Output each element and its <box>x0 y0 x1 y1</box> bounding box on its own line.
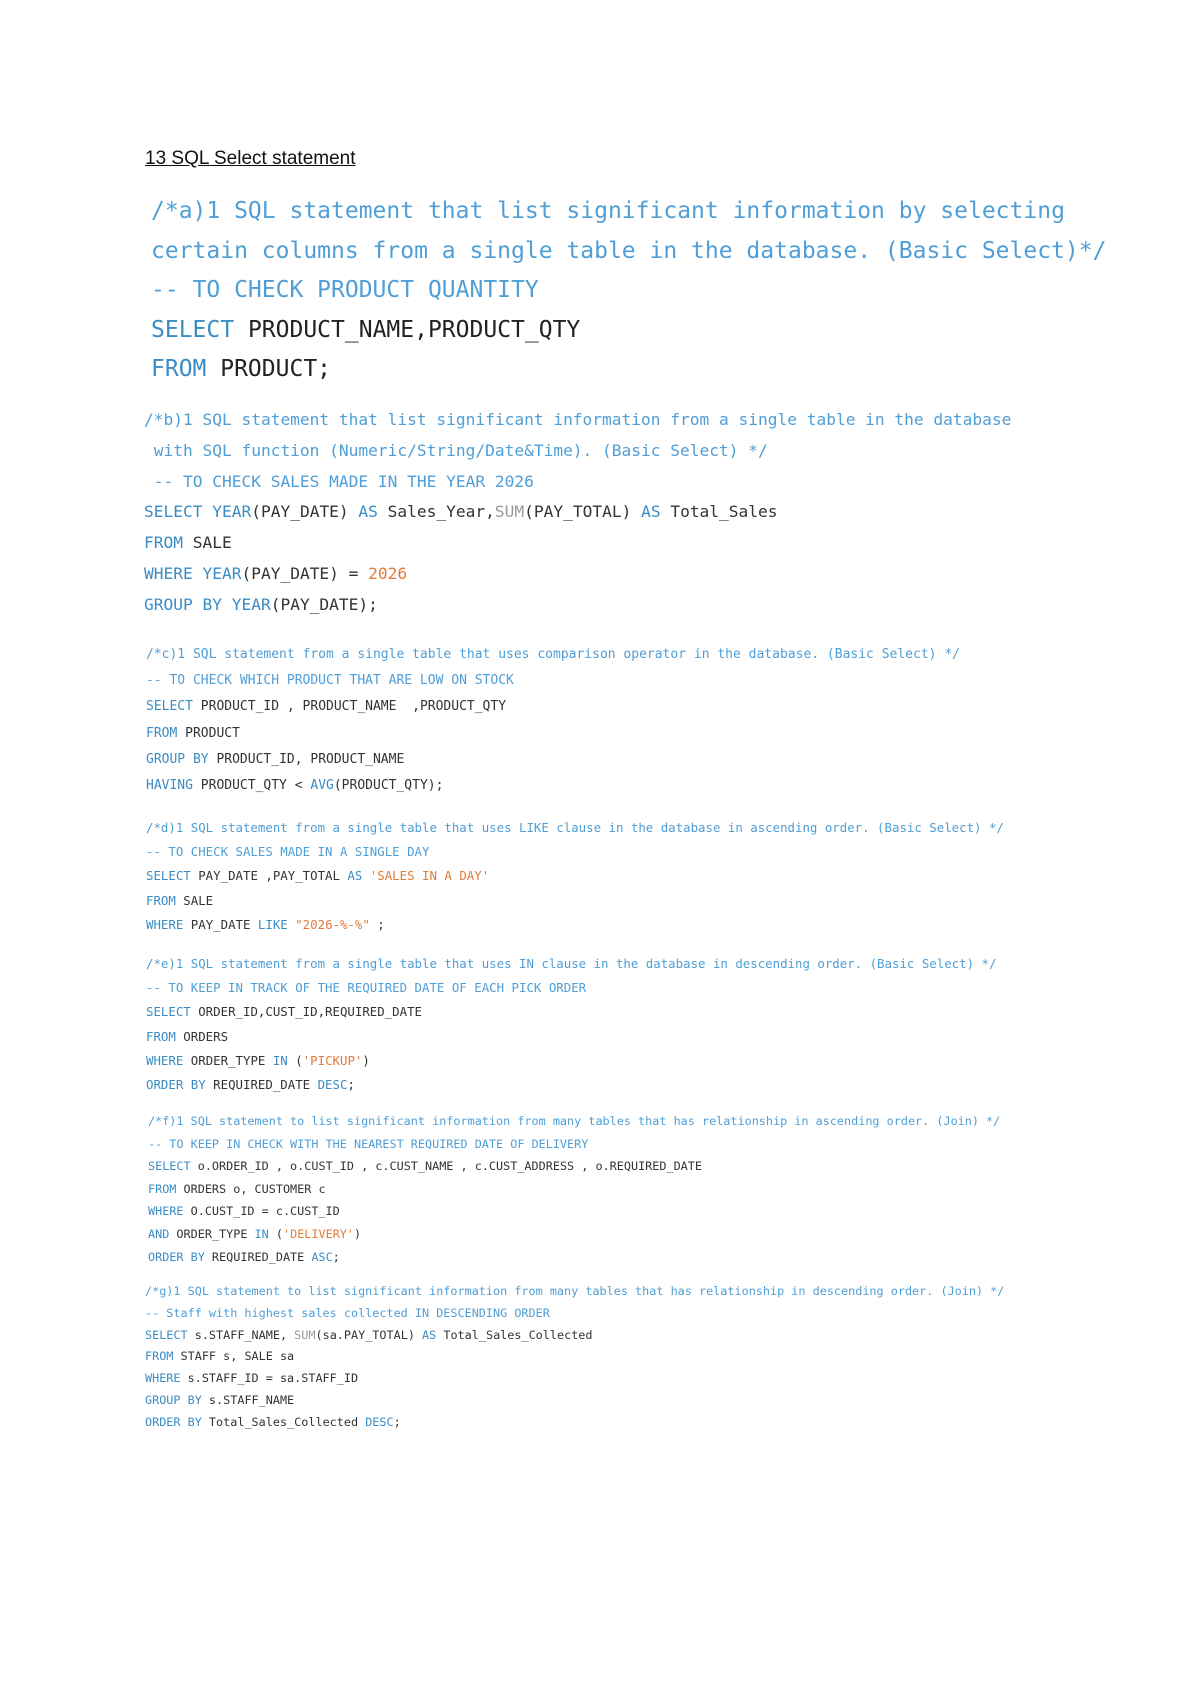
string-literal: "2026-%-%" <box>287 916 370 932</box>
code-text: ORDER_TYPE <box>169 1226 255 1241</box>
function: YEAR <box>221 594 271 614</box>
keyword: HAVING <box>146 778 193 794</box>
code-text: SALE <box>175 892 214 908</box>
keyword: SELECT <box>145 1327 188 1342</box>
code-line <box>146 1049 996 1073</box>
code-line <box>145 1390 1004 1412</box>
comment-line: /*a)1 SQL statement that list significant information by selecting <box>151 198 1065 224</box>
keyword: SELECT <box>146 699 193 715</box>
keyword: FROM <box>151 356 207 382</box>
code-line <box>146 721 960 747</box>
code-text: PAY_DATE <box>183 916 258 932</box>
code-text: ORDER_TYPE <box>183 1052 273 1068</box>
function: SUM <box>494 502 525 522</box>
code-line <box>146 913 1004 937</box>
sql-block-b <box>144 405 1011 621</box>
code-line <box>145 1412 1004 1434</box>
sql-block-a <box>151 192 1106 390</box>
code-text: Total_Sales_Collected <box>436 1327 593 1342</box>
code-line <box>151 311 1106 351</box>
code-line <box>146 747 960 773</box>
code-text: s.STAFF_NAME <box>201 1392 295 1407</box>
keyword: SELECT <box>148 1159 191 1174</box>
function: YEAR <box>192 563 242 583</box>
code-text: ORDER_ID,CUST_ID,REQUIRED_DATE <box>190 1004 423 1020</box>
keyword: FROM <box>146 1028 176 1044</box>
code-text: (PAY_DATE) = <box>241 563 369 583</box>
code-line <box>146 1025 996 1049</box>
keyword: IN <box>272 1052 288 1068</box>
code-text: s.STAFF_ID = sa.STAFF_ID <box>180 1371 359 1386</box>
comment-line: -- Staff with highest sales collected IN DESCENDING ORDER <box>145 1305 550 1320</box>
keyword: ORDER BY <box>145 1414 202 1429</box>
code-text: ; <box>332 1249 340 1264</box>
code-text: PRODUCT_ID , PRODUCT_NAME ,PRODUCT_QTY <box>192 699 507 715</box>
code-text: PRODUCT_ID, PRODUCT_NAME <box>208 751 405 767</box>
comment-line: /*g)1 SQL statement to list significant information from many tables that has relationship in descending order. (Join) */ <box>145 1284 1005 1298</box>
code-line <box>144 528 1011 559</box>
code-line <box>146 889 1004 913</box>
comment-line: -- TO KEEP IN CHECK WITH THE NEAREST REQUIRED DATE OF DELIVERY <box>148 1136 589 1151</box>
code-line <box>148 1200 1000 1223</box>
number: 2026 <box>368 563 408 583</box>
keyword: FROM <box>145 1349 174 1364</box>
code-text: ) <box>362 1052 370 1068</box>
page-heading: 13 SQL Select statement <box>145 148 356 169</box>
sql-block-e <box>146 952 996 1097</box>
sql-block-d <box>146 816 1004 937</box>
keyword: SELECT <box>146 868 191 884</box>
code-text: PRODUCT <box>177 725 240 741</box>
string-literal: 'PICKUP' <box>302 1052 363 1068</box>
code-line <box>145 1368 1004 1390</box>
code-line <box>144 590 1011 621</box>
keyword: GROUP BY <box>144 594 222 614</box>
code-line <box>148 1223 1000 1246</box>
code-line <box>148 1155 1000 1178</box>
string-literal: 'DELIVERY' <box>282 1226 355 1241</box>
keyword: ORDER BY <box>148 1249 205 1264</box>
keyword: FROM <box>146 725 178 741</box>
keyword: WHERE <box>145 1371 181 1386</box>
code-text: PRODUCT_QTY < <box>192 778 311 794</box>
code-text: Sales_Year, <box>377 502 495 522</box>
code-text: (PRODUCT_QTY); <box>333 778 444 794</box>
code-text: o.ORDER_ID , o.CUST_ID , c.CUST_NAME , c.CUST_ADDRESS , o.REQUIRED_DATE <box>190 1159 702 1174</box>
code-text: STAFF s, SALE sa <box>173 1349 295 1364</box>
code-text: SALE <box>182 533 232 553</box>
code-text: PAY_DATE ,PAY_TOTAL <box>190 868 348 884</box>
keyword: AS <box>347 868 363 884</box>
function: AVG <box>310 778 334 794</box>
keyword: AS <box>422 1327 437 1342</box>
keyword: AND <box>148 1226 170 1241</box>
keyword: WHERE <box>146 1052 184 1068</box>
code-text: ORDERS <box>175 1028 229 1044</box>
comment-line: -- TO CHECK SALES MADE IN A SINGLE DAY <box>146 844 430 860</box>
code-text: Total_Sales <box>660 502 778 522</box>
keyword: AS <box>641 502 661 522</box>
code-text: ; <box>347 1077 355 1093</box>
keyword: FROM <box>144 533 183 553</box>
code-text: PRODUCT_NAME,PRODUCT_QTY <box>234 316 581 343</box>
keyword: GROUP BY <box>145 1392 202 1407</box>
keyword: IN <box>254 1226 269 1241</box>
comment-line: /*c)1 SQL statement from a single table that uses comparison operator in the database. (Basic Select) */ <box>146 647 960 662</box>
comment-line: /*d)1 SQL statement from a single table that uses LIKE clause in the database in ascending order. (Basic Select) */ <box>146 820 1004 835</box>
code-text: ( <box>287 1052 303 1068</box>
string-literal: 'SALES IN A DAY' <box>362 868 490 884</box>
code-text: ORDERS o, CUSTOMER c <box>176 1181 326 1196</box>
sql-block-f <box>148 1110 1000 1268</box>
code-text: O.CUST_ID = c.CUST_ID <box>183 1204 340 1219</box>
comment-line: -- TO KEEP IN TRACK OF THE REQUIRED DATE OF EACH PICK ORDER <box>146 980 587 996</box>
code-text: Total_Sales_Collected <box>201 1414 366 1429</box>
keyword: WHERE <box>146 916 184 932</box>
code-text: (PAY_DATE); <box>270 594 378 614</box>
comment-line: with SQL function (Numeric/String/Date&Time). (Basic Select) */ <box>144 440 768 460</box>
keyword: WHERE <box>144 563 193 583</box>
keyword: DESC <box>365 1414 394 1429</box>
function: YEAR <box>212 502 252 522</box>
keyword: SELECT <box>146 1004 191 1020</box>
comment-line: certain columns from a single table in the database. (Basic Select)*/ <box>151 237 1107 264</box>
comment-line: /*f)1 SQL statement to list significant information from many tables that has relationship in ascending order. (Join) */ <box>148 1114 1001 1128</box>
comment-line: -- TO CHECK PRODUCT QUANTITY <box>151 277 539 303</box>
code-text: ; <box>393 1414 401 1429</box>
keyword: DESC <box>317 1077 348 1093</box>
comment-line: /*e)1 SQL statement from a single table that uses IN clause in the database in descending order. (Basic Select) */ <box>146 956 997 971</box>
keyword: WHERE <box>148 1204 184 1219</box>
keyword: GROUP BY <box>146 751 209 767</box>
keyword: SELECT <box>144 502 203 522</box>
code-line <box>146 694 960 720</box>
keyword: LIKE <box>257 916 288 932</box>
comment-line: -- TO CHECK WHICH PRODUCT THAT ARE LOW ON STOCK <box>146 673 514 689</box>
code-text: (sa.PAY_TOTAL) <box>315 1327 423 1342</box>
code-line <box>146 864 1004 888</box>
code-line <box>144 497 1011 528</box>
keyword: ASC <box>311 1249 333 1264</box>
code-line <box>146 773 960 799</box>
code-line <box>145 1325 1004 1347</box>
keyword: ORDER BY <box>146 1077 206 1093</box>
keyword: FROM <box>148 1181 177 1196</box>
code-line <box>146 1073 996 1097</box>
sql-block-g <box>145 1281 1004 1434</box>
code-text: ) <box>354 1226 362 1241</box>
code-line <box>144 559 1011 590</box>
code-line <box>151 350 1106 390</box>
code-text: ( <box>268 1226 283 1241</box>
code-text: (PAY_TOTAL) <box>524 502 642 522</box>
code-line <box>148 1178 1000 1201</box>
code-text: REQUIRED_DATE <box>204 1249 312 1264</box>
keyword: SELECT <box>151 316 235 343</box>
code-line <box>148 1246 1000 1269</box>
code-text: ; <box>369 916 385 932</box>
code-text: PRODUCT; <box>206 356 332 382</box>
code-text: s.STAFF_NAME, <box>187 1327 295 1342</box>
comment-line: /*b)1 SQL statement that list significant information from a single table in the database <box>144 410 1012 429</box>
function: SUM <box>294 1327 316 1342</box>
keyword: FROM <box>146 892 176 908</box>
code-text: (PAY_DATE) <box>251 502 359 522</box>
code-text: REQUIRED_DATE <box>205 1077 318 1093</box>
keyword: AS <box>358 502 378 522</box>
code-line <box>146 1000 996 1024</box>
sql-block-c <box>146 642 960 799</box>
code-line <box>145 1346 1004 1368</box>
comment-line: -- TO CHECK SALES MADE IN THE YEAR 2026 <box>144 471 534 491</box>
